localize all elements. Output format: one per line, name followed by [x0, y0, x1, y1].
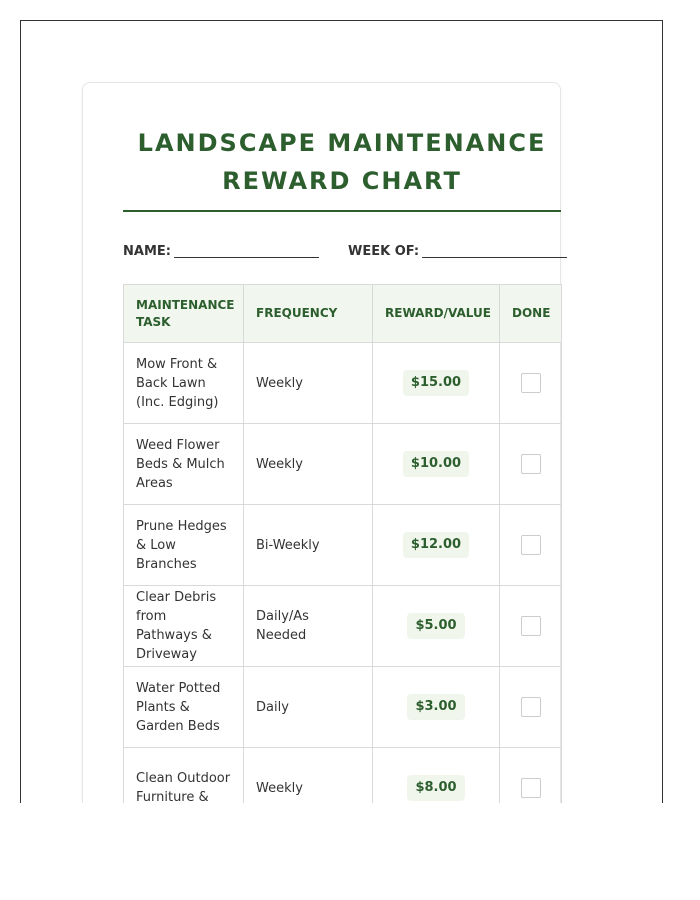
header-frequency: FREQUENCY — [244, 285, 373, 343]
page-title — [123, 124, 561, 200]
done-cell — [500, 505, 562, 586]
header-task-line-2: TASK — [136, 314, 171, 329]
task-cell: Weed Flower Beds & Mulch Areas — [124, 424, 244, 505]
reward-badge: $10.00 — [403, 451, 469, 477]
title-divider — [123, 210, 561, 212]
header-done: DONE — [500, 285, 562, 343]
reward-cell — [373, 586, 500, 667]
frequency-cell: Bi-Weekly — [244, 505, 373, 586]
reward-cell — [373, 505, 500, 586]
table-header-row — [124, 285, 562, 343]
header-task — [124, 285, 244, 343]
week-blank-line[interactable] — [422, 245, 567, 258]
table-row — [124, 667, 562, 748]
name-label: NAME: — [123, 244, 171, 259]
reward-cell — [373, 343, 500, 424]
done-checkbox[interactable] — [521, 778, 541, 798]
table-row — [124, 505, 562, 586]
done-checkbox[interactable] — [521, 616, 541, 636]
header-task-line-1: MAINTENANCE — [136, 297, 235, 312]
reward-badge: $5.00 — [407, 613, 464, 639]
reward-badge: $15.00 — [403, 370, 469, 396]
week-label: WEEK OF: — [348, 244, 420, 259]
done-checkbox[interactable] — [521, 373, 541, 393]
done-checkbox[interactable] — [521, 454, 541, 474]
title-line-2: REWARD CHART — [222, 167, 462, 195]
reward-cell — [373, 748, 500, 804]
table-row — [124, 424, 562, 505]
name-blank-line[interactable] — [174, 245, 319, 258]
header-reward: REWARD/VALUE — [373, 285, 500, 343]
reward-badge: $3.00 — [407, 694, 464, 720]
name-field — [123, 244, 319, 260]
reward-badge: $8.00 — [407, 775, 464, 801]
page-frame — [20, 20, 663, 803]
frequency-cell: Daily/As Needed — [244, 586, 373, 667]
task-cell: Clean Outdoor Furniture & — [124, 748, 244, 804]
reward-chart-card — [82, 82, 561, 803]
table-row — [124, 343, 562, 424]
done-cell — [500, 667, 562, 748]
task-cell: Clear Debris from Pathways & Driveway — [124, 586, 244, 667]
frequency-cell: Weekly — [244, 343, 373, 424]
task-cell: Water Potted Plants & Garden Beds — [124, 667, 244, 748]
done-checkbox[interactable] — [521, 697, 541, 717]
done-cell — [500, 748, 562, 804]
table-row — [124, 748, 562, 804]
week-field — [348, 244, 567, 260]
title-line-1: LANDSCAPE MAINTENANCE — [137, 129, 547, 157]
reward-cell — [373, 424, 500, 505]
done-cell — [500, 343, 562, 424]
frequency-cell: Weekly — [244, 424, 373, 505]
reward-badge: $12.00 — [403, 532, 469, 558]
done-cell — [500, 586, 562, 667]
reward-cell — [373, 667, 500, 748]
task-table — [123, 284, 562, 803]
frequency-cell: Daily — [244, 667, 373, 748]
done-checkbox[interactable] — [521, 535, 541, 555]
frequency-cell: Weekly — [244, 748, 373, 804]
table-row — [124, 586, 562, 667]
done-cell — [500, 424, 562, 505]
task-cell: Mow Front & Back Lawn (Inc. Edging) — [124, 343, 244, 424]
task-cell: Prune Hedges & Low Branches — [124, 505, 244, 586]
